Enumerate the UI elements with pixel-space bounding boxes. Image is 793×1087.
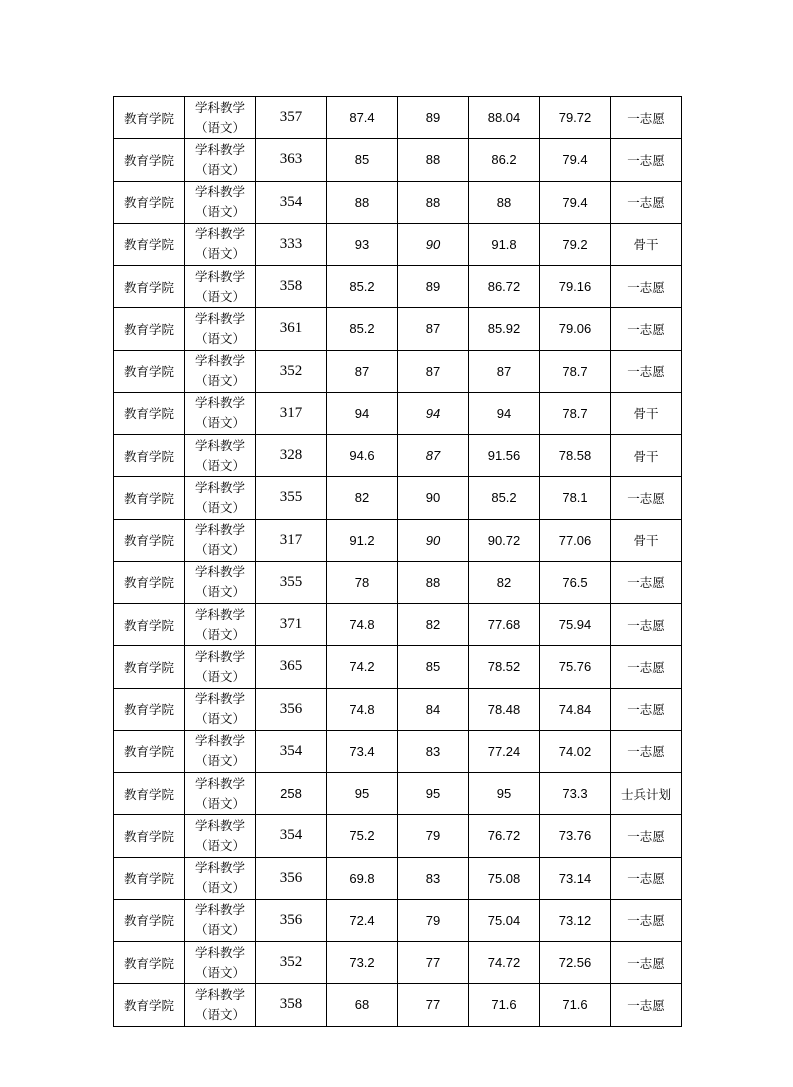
retest-score-cell: 77.24 — [469, 730, 540, 772]
note-cell: 一志愿 — [611, 604, 682, 646]
prelim-score-cell: 355 — [256, 561, 327, 603]
table-row — [114, 688, 682, 730]
major-line-2: （语文） — [194, 330, 245, 346]
table-row — [114, 561, 682, 603]
major-line-1: 学科教学 — [194, 479, 245, 495]
major-cell — [185, 519, 256, 561]
dept-cell: 教育学院 — [114, 604, 185, 646]
dept-cell: 教育学院 — [114, 857, 185, 899]
major-line-2: （语文） — [194, 668, 245, 684]
prelim-score-cell: 328 — [256, 435, 327, 477]
final-score-cell: 74.84 — [540, 688, 611, 730]
note-cell: 一志愿 — [611, 688, 682, 730]
retest-score-cell: 85.92 — [469, 308, 540, 350]
written-score-cell: 74.8 — [327, 604, 398, 646]
major-line-2: （语文） — [194, 204, 245, 220]
note-cell: 一志愿 — [611, 350, 682, 392]
major-line-1: 学科教学 — [194, 353, 245, 369]
interview-score-cell: 77 — [398, 984, 469, 1026]
retest-score-cell: 94 — [469, 392, 540, 434]
table-row — [114, 815, 682, 857]
major-cell — [185, 561, 256, 603]
prelim-score-cell: 365 — [256, 646, 327, 688]
major-line-1: 学科教学 — [194, 395, 245, 411]
table-row — [114, 477, 682, 519]
table-row — [114, 984, 682, 1026]
major-line-2: （语文） — [194, 626, 245, 642]
note-cell: 一志愿 — [611, 984, 682, 1026]
table-row — [114, 223, 682, 265]
major-cell — [185, 604, 256, 646]
dept-cell: 教育学院 — [114, 688, 185, 730]
table-row — [114, 308, 682, 350]
written-score-cell: 73.2 — [327, 942, 398, 984]
score-table — [113, 96, 682, 1027]
prelim-score-cell: 258 — [256, 773, 327, 815]
major-cell — [185, 266, 256, 308]
prelim-score-cell: 358 — [256, 984, 327, 1026]
final-score-cell: 76.5 — [540, 561, 611, 603]
major-line-1: 学科教学 — [194, 606, 245, 622]
major-cell — [185, 942, 256, 984]
written-score-cell: 87.4 — [327, 97, 398, 139]
table-row — [114, 942, 682, 984]
written-score-cell: 73.4 — [327, 730, 398, 772]
table-row — [114, 519, 682, 561]
major-line-1: 学科教学 — [194, 986, 245, 1002]
major-line-2: （语文） — [194, 373, 245, 389]
prelim-score-cell: 352 — [256, 350, 327, 392]
major-line-1: 学科教学 — [194, 437, 245, 453]
major-line-1: 学科教学 — [194, 775, 245, 791]
retest-score-cell: 75.08 — [469, 857, 540, 899]
final-score-cell: 73.76 — [540, 815, 611, 857]
written-score-cell: 88 — [327, 181, 398, 223]
prelim-score-cell: 357 — [256, 97, 327, 139]
table-row — [114, 773, 682, 815]
written-score-cell: 85.2 — [327, 308, 398, 350]
dept-cell: 教育学院 — [114, 477, 185, 519]
major-cell — [185, 223, 256, 265]
retest-score-cell: 85.2 — [469, 477, 540, 519]
prelim-score-cell: 356 — [256, 688, 327, 730]
major-line-1: 学科教学 — [194, 564, 245, 580]
note-cell: 骨干 — [611, 392, 682, 434]
note-cell: 士兵计划 — [611, 773, 682, 815]
prelim-score-cell: 317 — [256, 519, 327, 561]
written-score-cell: 72.4 — [327, 899, 398, 941]
written-score-cell: 95 — [327, 773, 398, 815]
prelim-score-cell: 356 — [256, 857, 327, 899]
dept-cell: 教育学院 — [114, 308, 185, 350]
table-row — [114, 392, 682, 434]
major-cell — [185, 477, 256, 519]
dept-cell: 教育学院 — [114, 773, 185, 815]
interview-score-cell: 87 — [398, 308, 469, 350]
interview-score-cell: 90 — [398, 519, 469, 561]
prelim-score-cell: 355 — [256, 477, 327, 519]
note-cell: 一志愿 — [611, 857, 682, 899]
written-score-cell: 85 — [327, 139, 398, 181]
table-row — [114, 899, 682, 941]
interview-score-cell: 88 — [398, 181, 469, 223]
table-row — [114, 181, 682, 223]
written-score-cell: 68 — [327, 984, 398, 1026]
major-cell — [185, 899, 256, 941]
written-score-cell: 74.2 — [327, 646, 398, 688]
interview-score-cell: 83 — [398, 730, 469, 772]
major-cell — [185, 435, 256, 477]
note-cell: 骨干 — [611, 223, 682, 265]
dept-cell: 教育学院 — [114, 350, 185, 392]
prelim-score-cell: 354 — [256, 181, 327, 223]
major-line-2: （语文） — [194, 246, 245, 262]
interview-score-cell: 89 — [398, 266, 469, 308]
major-line-2: （语文） — [194, 1006, 245, 1022]
major-line-1: 学科教学 — [194, 691, 245, 707]
final-score-cell: 71.6 — [540, 984, 611, 1026]
interview-score-cell: 82 — [398, 604, 469, 646]
major-cell — [185, 773, 256, 815]
prelim-score-cell: 363 — [256, 139, 327, 181]
prelim-score-cell: 333 — [256, 223, 327, 265]
interview-score-cell: 88 — [398, 561, 469, 603]
note-cell: 一志愿 — [611, 139, 682, 181]
note-cell: 一志愿 — [611, 730, 682, 772]
major-cell — [185, 181, 256, 223]
interview-score-cell: 79 — [398, 899, 469, 941]
major-line-2: （语文） — [194, 415, 245, 431]
note-cell: 骨干 — [611, 435, 682, 477]
major-line-1: 学科教学 — [194, 860, 245, 876]
retest-score-cell: 78.52 — [469, 646, 540, 688]
prelim-score-cell: 358 — [256, 266, 327, 308]
interview-score-cell: 95 — [398, 773, 469, 815]
dept-cell: 教育学院 — [114, 97, 185, 139]
retest-score-cell: 78.48 — [469, 688, 540, 730]
prelim-score-cell: 356 — [256, 899, 327, 941]
written-score-cell: 94 — [327, 392, 398, 434]
dept-cell: 教育学院 — [114, 519, 185, 561]
prelim-score-cell: 371 — [256, 604, 327, 646]
final-score-cell: 79.06 — [540, 308, 611, 350]
major-line-2: （语文） — [194, 457, 245, 473]
note-cell: 一志愿 — [611, 561, 682, 603]
final-score-cell: 75.76 — [540, 646, 611, 688]
major-line-2: （语文） — [194, 542, 245, 558]
final-score-cell: 73.3 — [540, 773, 611, 815]
written-score-cell: 85.2 — [327, 266, 398, 308]
written-score-cell: 91.2 — [327, 519, 398, 561]
dept-cell: 教育学院 — [114, 435, 185, 477]
interview-score-cell: 85 — [398, 646, 469, 688]
table-body — [114, 97, 682, 1027]
retest-score-cell: 86.72 — [469, 266, 540, 308]
written-score-cell: 74.8 — [327, 688, 398, 730]
retest-score-cell: 95 — [469, 773, 540, 815]
major-line-1: 学科教学 — [194, 184, 245, 200]
major-line-2: （语文） — [194, 753, 245, 769]
major-line-1: 学科教学 — [194, 522, 245, 538]
retest-score-cell: 71.6 — [469, 984, 540, 1026]
note-cell: 一志愿 — [611, 181, 682, 223]
note-cell: 一志愿 — [611, 477, 682, 519]
retest-score-cell: 87 — [469, 350, 540, 392]
retest-score-cell: 91.8 — [469, 223, 540, 265]
interview-score-cell: 89 — [398, 97, 469, 139]
dept-cell: 教育学院 — [114, 223, 185, 265]
written-score-cell: 78 — [327, 561, 398, 603]
major-cell — [185, 730, 256, 772]
note-cell: 一志愿 — [611, 308, 682, 350]
interview-score-cell: 88 — [398, 139, 469, 181]
major-line-2: （语文） — [194, 288, 245, 304]
major-line-2: （语文） — [194, 161, 245, 177]
interview-score-cell: 90 — [398, 477, 469, 519]
final-score-cell: 79.16 — [540, 266, 611, 308]
retest-score-cell: 86.2 — [469, 139, 540, 181]
table-row — [114, 646, 682, 688]
note-cell: 一志愿 — [611, 266, 682, 308]
dept-cell: 教育学院 — [114, 899, 185, 941]
interview-score-cell: 87 — [398, 350, 469, 392]
table-row — [114, 730, 682, 772]
major-cell — [185, 646, 256, 688]
final-score-cell: 73.12 — [540, 899, 611, 941]
table-row — [114, 139, 682, 181]
major-cell — [185, 308, 256, 350]
dept-cell: 教育学院 — [114, 392, 185, 434]
major-line-1: 学科教学 — [194, 902, 245, 918]
major-line-2: （语文） — [194, 880, 245, 896]
retest-score-cell: 76.72 — [469, 815, 540, 857]
final-score-cell: 77.06 — [540, 519, 611, 561]
prelim-score-cell: 352 — [256, 942, 327, 984]
written-score-cell: 87 — [327, 350, 398, 392]
dept-cell: 教育学院 — [114, 181, 185, 223]
major-cell — [185, 815, 256, 857]
major-line-1: 学科教学 — [194, 141, 245, 157]
written-score-cell: 82 — [327, 477, 398, 519]
final-score-cell: 79.4 — [540, 181, 611, 223]
dept-cell: 教育学院 — [114, 139, 185, 181]
prelim-score-cell: 361 — [256, 308, 327, 350]
note-cell: 一志愿 — [611, 815, 682, 857]
dept-cell: 教育学院 — [114, 942, 185, 984]
table-row — [114, 604, 682, 646]
dept-cell: 教育学院 — [114, 815, 185, 857]
major-line-1: 学科教学 — [194, 226, 245, 242]
major-line-1: 学科教学 — [194, 268, 245, 284]
interview-score-cell: 79 — [398, 815, 469, 857]
major-line-1: 学科教学 — [194, 817, 245, 833]
major-cell — [185, 857, 256, 899]
final-score-cell: 73.14 — [540, 857, 611, 899]
dept-cell: 教育学院 — [114, 266, 185, 308]
major-cell — [185, 350, 256, 392]
final-score-cell: 78.7 — [540, 392, 611, 434]
written-score-cell: 69.8 — [327, 857, 398, 899]
major-cell — [185, 688, 256, 730]
retest-score-cell: 90.72 — [469, 519, 540, 561]
major-cell — [185, 984, 256, 1026]
major-line-1: 学科教学 — [194, 648, 245, 664]
written-score-cell: 75.2 — [327, 815, 398, 857]
note-cell: 一志愿 — [611, 646, 682, 688]
final-score-cell: 72.56 — [540, 942, 611, 984]
prelim-score-cell: 354 — [256, 730, 327, 772]
dept-cell: 教育学院 — [114, 730, 185, 772]
table-row — [114, 97, 682, 139]
final-score-cell: 79.2 — [540, 223, 611, 265]
dept-cell: 教育学院 — [114, 561, 185, 603]
retest-score-cell: 75.04 — [469, 899, 540, 941]
table-row — [114, 266, 682, 308]
final-score-cell: 79.4 — [540, 139, 611, 181]
interview-score-cell: 77 — [398, 942, 469, 984]
prelim-score-cell: 317 — [256, 392, 327, 434]
major-cell — [185, 97, 256, 139]
interview-score-cell: 83 — [398, 857, 469, 899]
major-line-1: 学科教学 — [194, 310, 245, 326]
note-cell: 骨干 — [611, 519, 682, 561]
retest-score-cell: 91.56 — [469, 435, 540, 477]
major-line-2: （语文） — [194, 837, 245, 853]
table-row — [114, 435, 682, 477]
note-cell: 一志愿 — [611, 899, 682, 941]
retest-score-cell: 77.68 — [469, 604, 540, 646]
final-score-cell: 78.7 — [540, 350, 611, 392]
final-score-cell: 78.1 — [540, 477, 611, 519]
prelim-score-cell: 354 — [256, 815, 327, 857]
major-line-1: 学科教学 — [194, 733, 245, 749]
final-score-cell: 78.58 — [540, 435, 611, 477]
retest-score-cell: 74.72 — [469, 942, 540, 984]
interview-score-cell: 84 — [398, 688, 469, 730]
major-line-1: 学科教学 — [194, 944, 245, 960]
written-score-cell: 94.6 — [327, 435, 398, 477]
major-line-2: （语文） — [194, 119, 245, 135]
interview-score-cell: 94 — [398, 392, 469, 434]
major-line-2: （语文） — [194, 711, 245, 727]
retest-score-cell: 88.04 — [469, 97, 540, 139]
written-score-cell: 93 — [327, 223, 398, 265]
final-score-cell: 79.72 — [540, 97, 611, 139]
table-row — [114, 350, 682, 392]
table-row — [114, 857, 682, 899]
retest-score-cell: 88 — [469, 181, 540, 223]
final-score-cell: 75.94 — [540, 604, 611, 646]
final-score-cell: 74.02 — [540, 730, 611, 772]
major-line-2: （语文） — [194, 499, 245, 515]
major-line-2: （语文） — [194, 795, 245, 811]
major-line-1: 学科教学 — [194, 99, 245, 115]
dept-cell: 教育学院 — [114, 984, 185, 1026]
note-cell: 一志愿 — [611, 97, 682, 139]
major-line-2: （语文） — [194, 964, 245, 980]
interview-score-cell: 87 — [398, 435, 469, 477]
major-cell — [185, 139, 256, 181]
major-cell — [185, 392, 256, 434]
retest-score-cell: 82 — [469, 561, 540, 603]
interview-score-cell: 90 — [398, 223, 469, 265]
major-line-2: （语文） — [194, 584, 245, 600]
note-cell: 一志愿 — [611, 942, 682, 984]
dept-cell: 教育学院 — [114, 646, 185, 688]
major-line-2: （语文） — [194, 922, 245, 938]
